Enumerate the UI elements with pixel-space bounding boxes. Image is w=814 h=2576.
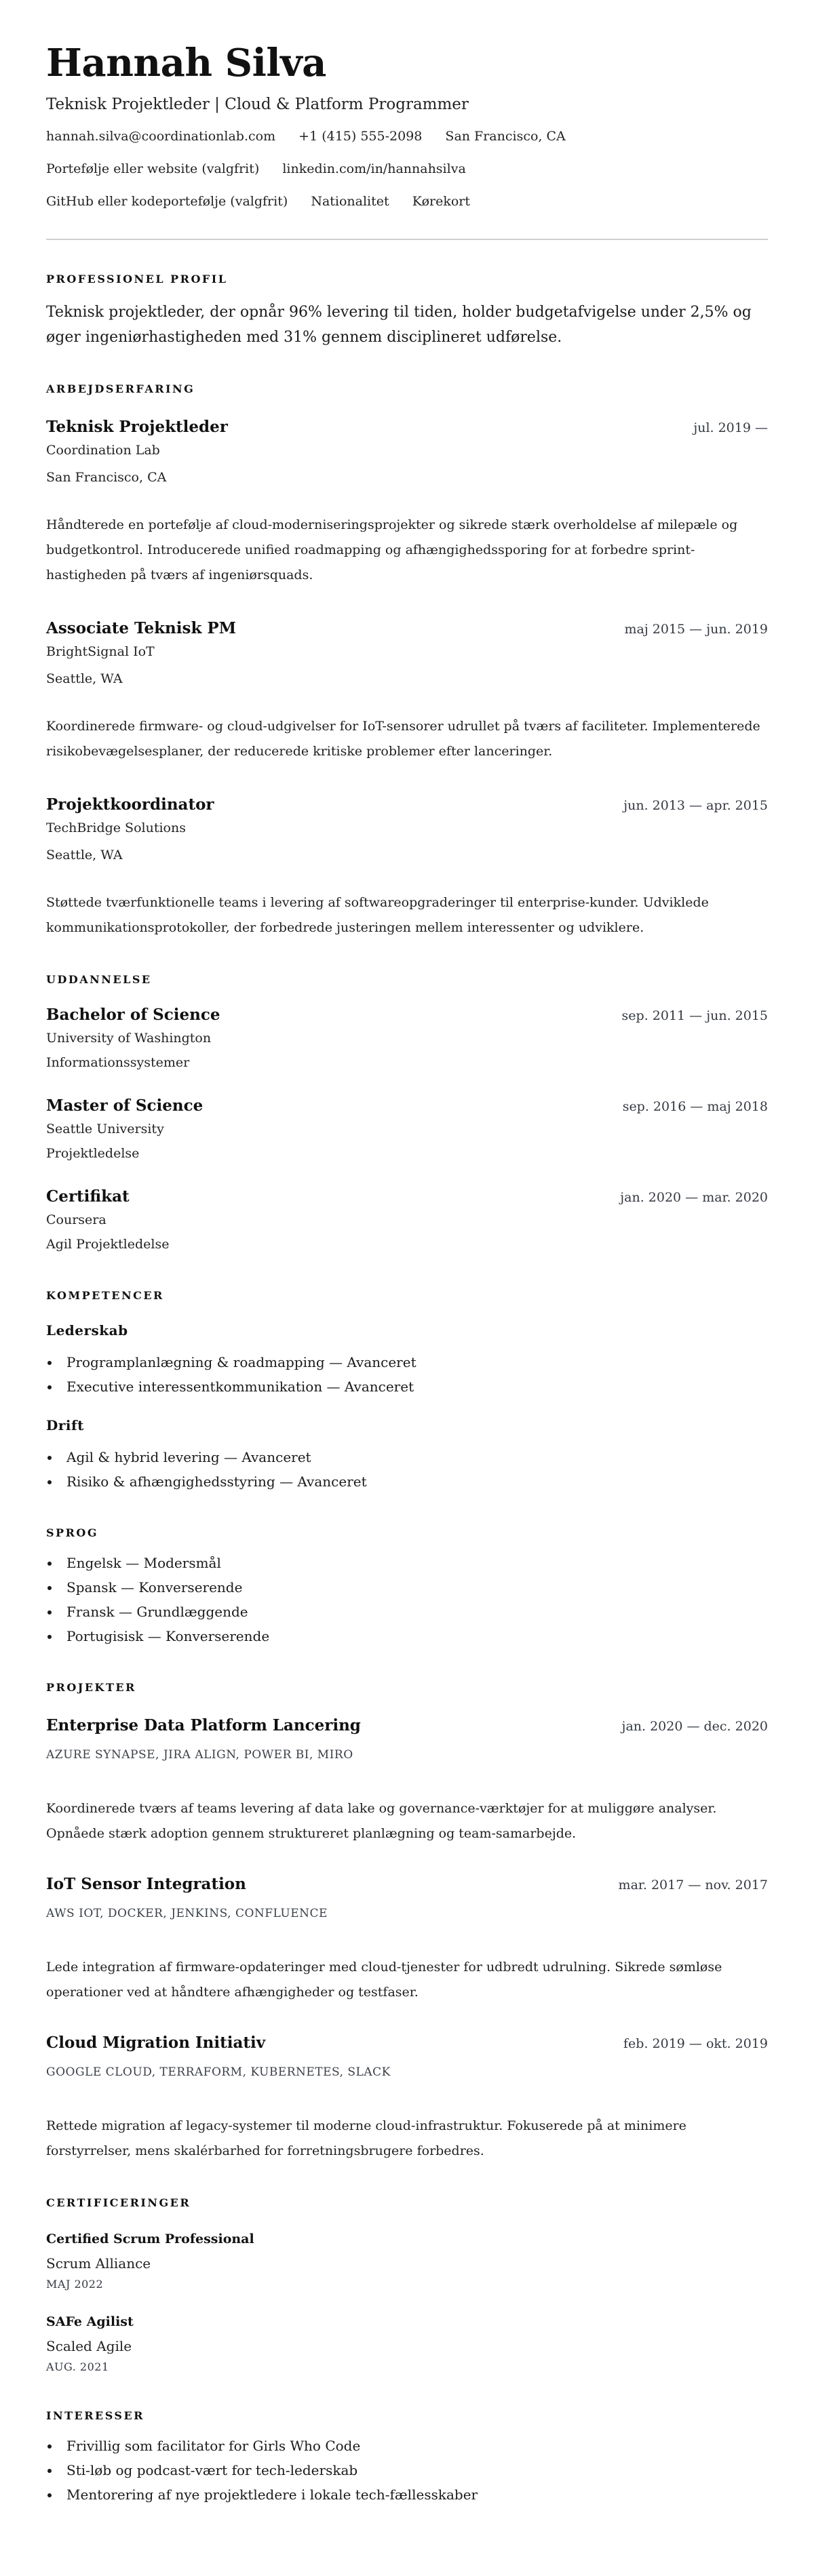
certification-date: MAJ 2022 <box>46 2278 104 2291</box>
section-title-profile: PROFESSIONEL PROFIL <box>46 273 228 285</box>
certification-name: Certified Scrum Professional <box>46 2232 254 2246</box>
project-dates: mar. 2017 — nov. 2017 <box>618 1878 768 1893</box>
skill-item: Risiko & afhængighedsstyring — Avanceret <box>46 1469 768 1494</box>
education-degree: Master of Science <box>46 1096 204 1115</box>
experience-location: San Francisco, CA <box>46 470 167 485</box>
project-description: Koordinerede tværs af teams levering af data lake og governance-værktøjer for at muliggøre analyser. Opnåede stærk adoption gennem struktureret planlægning og team-samarbejde. <box>46 1801 717 1841</box>
education-dates: jan. 2020 — mar. 2020 <box>620 1190 768 1205</box>
experience-dates: jul. 2019 — <box>693 420 768 435</box>
section-title-projects: PROJEKTER <box>46 1681 136 1694</box>
section-title-interests: INTERESSER <box>46 2409 144 2422</box>
experience-item <box>46 416 768 588</box>
section-title-languages: SPROG <box>46 1526 98 1539</box>
certification-date: AUG. 2021 <box>46 2360 109 2373</box>
interest-item: Mentorering af nye projektledere i lokale tech-fællesskaber <box>46 2482 768 2507</box>
education-field: Projektledelse <box>46 1146 140 1161</box>
experience-location: Seattle, WA <box>46 848 123 863</box>
skill-list <box>46 1445 768 1494</box>
project-dates: feb. 2019 — okt. 2019 <box>623 2036 768 2051</box>
skill-group-leadership <box>46 1320 768 1399</box>
contact-email[interactable]: hannah.silva@coordinationlab.com <box>46 129 276 144</box>
experience-dates: jun. 2013 — apr. 2015 <box>623 798 768 813</box>
experience-role: Associate Teknisk PM <box>46 619 237 637</box>
experience-company: BrightSignal IoT <box>46 644 155 659</box>
contact-nationality: Nationalitet <box>311 194 389 209</box>
skill-item: Programplanlægning & roadmapping — Avanceret <box>46 1350 768 1374</box>
experience-description: Støttede tværfunktionelle teams i levering af softwareopgraderinger til enterprise-kunder. Udviklede kommunikationsprotokoller, der forbedrede justeringen mellem interessenter og udviklere. <box>46 895 709 935</box>
section-experience <box>46 381 768 940</box>
skill-list <box>46 1350 768 1399</box>
education-degree: Bachelor of Science <box>46 1006 220 1024</box>
certification-issuer: Scaled Agile <box>46 2338 132 2354</box>
section-interests <box>46 2408 768 2507</box>
section-education <box>46 972 768 1256</box>
candidate-headline: Teknisk Projektleder | Cloud & Platform Programmer <box>46 96 469 113</box>
project-description: Rettede migration af legacy-systemer til moderne cloud-infrastruktur. Fokuserede på at minimere forstyrrelser, mens skalérbarhed for forretningsbrugere forbedres. <box>46 2118 686 2158</box>
education-school: Coursera <box>46 1212 106 1227</box>
project-dates: jan. 2020 — dec. 2020 <box>621 1719 768 1734</box>
experience-item <box>46 618 768 764</box>
interest-list <box>46 2434 768 2507</box>
project-tags: AZURE SYNAPSE, JIRA ALIGN, POWER BI, MIRO <box>46 1748 353 1762</box>
interest-item: Sti-løb og podcast-vært for tech-lederskab <box>46 2458 768 2482</box>
candidate-name: Hannah Silva <box>46 41 326 85</box>
section-title-education: UDDANNELSE <box>46 973 152 986</box>
language-item: Portugisisk — Konverserende <box>46 1624 768 1648</box>
education-school: Seattle University <box>46 1122 164 1136</box>
certification-item <box>46 2229 768 2294</box>
contact-portfolio[interactable]: Portefølje eller website (valgfrit) <box>46 161 260 176</box>
header-divider <box>46 239 768 240</box>
contact-location: San Francisco, CA <box>445 129 566 144</box>
contact-linkedin[interactable]: linkedin.com/in/hannahsilva <box>282 161 466 176</box>
contact-line-links <box>46 157 768 180</box>
project-name: Cloud Migration Initiativ <box>46 2034 266 2052</box>
experience-dates: maj 2015 — jun. 2019 <box>624 622 768 637</box>
education-item <box>46 1186 768 1256</box>
contact-line-extra <box>46 190 768 213</box>
education-school: University of Washington <box>46 1031 212 1046</box>
certification-issuer: Scrum Alliance <box>46 2255 151 2272</box>
skill-group-title: Lederskab <box>46 1322 128 1339</box>
contact-drivers-license: Kørekort <box>412 194 470 209</box>
section-title-certifications: CERTIFICERINGER <box>46 2196 191 2209</box>
experience-role: Teknisk Projektleder <box>46 418 228 436</box>
education-field: Agil Projektledelse <box>46 1237 170 1252</box>
project-description: Lede integration af firmware-opdateringer med cloud-tjenester for udbredt udrulning. Sikrede sømløse operationer ved at håndtere afhængigheder og testfaser. <box>46 1960 722 2000</box>
education-dates: sep. 2016 — maj 2018 <box>622 1099 768 1114</box>
skill-group-operations <box>46 1415 768 1494</box>
project-name: Enterprise Data Platform Lancering <box>46 1716 361 1735</box>
experience-description: Håndterede en portefølje af cloud-moderniseringsprojekter og sikrede stærk overholdelse af milepæle og budgetkontrol. Introducerede unified roadmapping og afhængighedssporing for at forbedre sprint-hastigheden på tværs af ingeniørsquads. <box>46 517 738 582</box>
education-field: Informationssystemer <box>46 1055 190 1070</box>
language-item: Engelsk — Modersmål <box>46 1551 768 1575</box>
contact-github[interactable]: GitHub eller kodeportefølje (valgfrit) <box>46 194 288 209</box>
contact-line-primary <box>46 125 768 148</box>
project-item <box>46 2032 768 2164</box>
skill-item: Agil & hybrid levering — Avanceret <box>46 1445 768 1469</box>
skill-group-title: Drift <box>46 1417 84 1433</box>
experience-location: Seattle, WA <box>46 671 123 686</box>
language-item: Spansk — Konverserende <box>46 1575 768 1600</box>
language-item: Fransk — Grundlæggende <box>46 1600 768 1624</box>
section-title-experience: ARBEJDSERFARING <box>46 382 195 395</box>
resume-header <box>46 41 768 213</box>
experience-company: TechBridge Solutions <box>46 820 186 835</box>
project-item <box>46 1715 768 1846</box>
education-dates: sep. 2011 — jun. 2015 <box>621 1008 768 1023</box>
experience-role: Projektkoordinator <box>46 795 214 814</box>
language-list <box>46 1551 768 1648</box>
certification-item <box>46 2312 768 2377</box>
project-tags: GOOGLE CLOUD, TERRAFORM, KUBERNETES, SLACK <box>46 2065 391 2079</box>
section-skills <box>46 1288 768 1494</box>
experience-company: Coordination Lab <box>46 443 160 458</box>
project-tags: AWS IOT, DOCKER, JENKINS, CONFLUENCE <box>46 1907 328 1920</box>
skill-item: Executive interessentkommunikation — Avanceret <box>46 1374 768 1399</box>
section-profile <box>46 271 768 350</box>
interest-item: Frivillig som facilitator for Girls Who Code <box>46 2434 768 2458</box>
experience-item <box>46 794 768 940</box>
section-languages <box>46 1525 768 1648</box>
section-projects <box>46 1680 768 2164</box>
project-name: IoT Sensor Integration <box>46 1875 246 1893</box>
experience-description: Koordinerede firmware- og cloud-udgivelser for IoT-sensorer udrullet på tværs af faciliteter. Implementerede risikobevægelsesplaner, der reducerede kritiske problemer efter lanceringer. <box>46 719 760 759</box>
project-item <box>46 1874 768 2005</box>
profile-summary: Teknisk projektleder, der opnår 96% levering til tiden, holder budgetafvigelse under 2,5% og øger ingeniørhastigheden med 31% gennem disciplineret udførelse. <box>46 304 752 346</box>
section-certifications <box>46 2195 768 2377</box>
education-item <box>46 1004 768 1075</box>
education-degree: Certifikat <box>46 1187 130 1206</box>
certification-name: SAFe Agilist <box>46 2314 134 2329</box>
education-item <box>46 1095 768 1166</box>
section-title-skills: KOMPETENCER <box>46 1289 164 1302</box>
contact-phone[interactable]: +1 (415) 555-2098 <box>298 129 423 144</box>
